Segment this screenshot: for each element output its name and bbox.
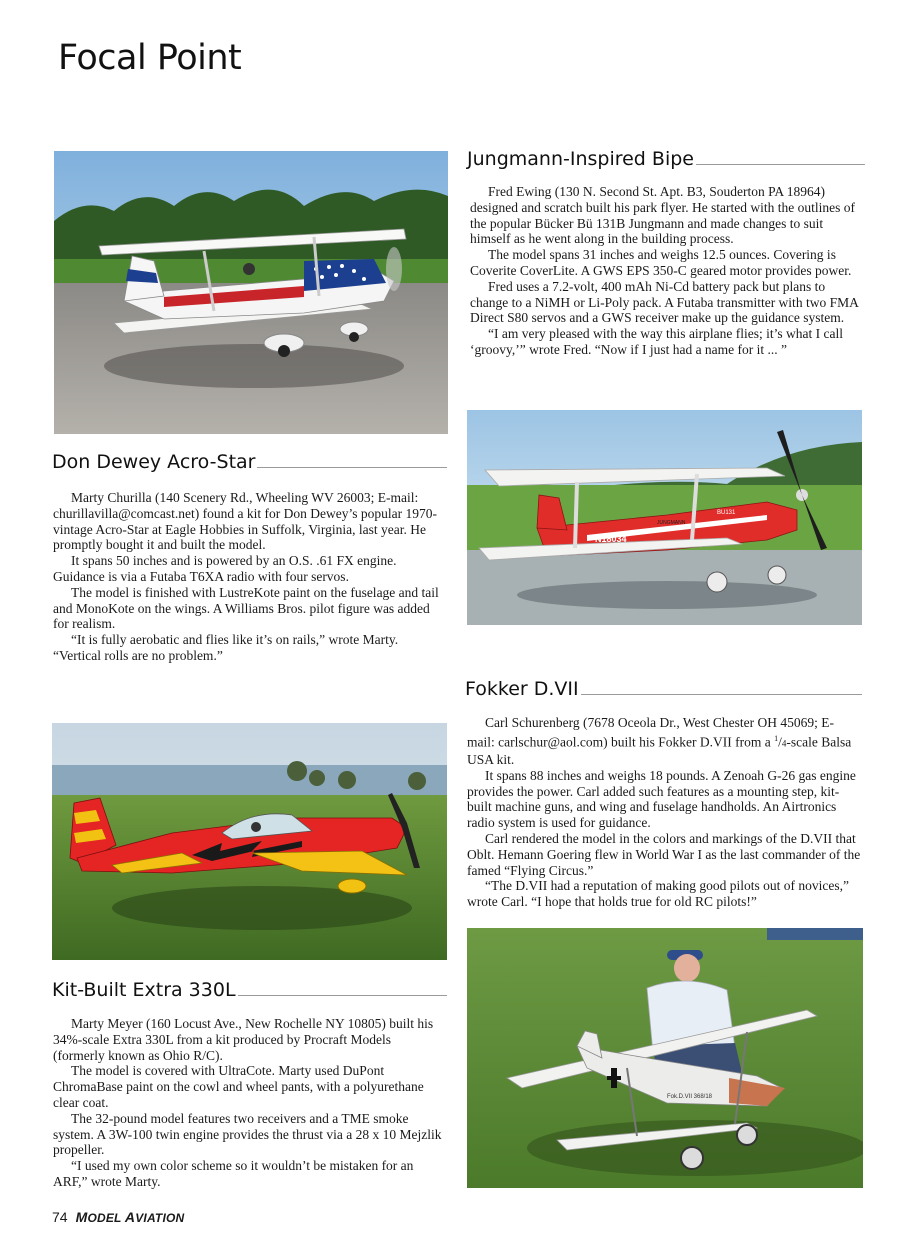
jungmann-name-marking: JUNGMANN <box>657 520 686 526</box>
headline-rule <box>238 995 447 996</box>
fokker-p1-after: -scale Balsa USA kit. <box>467 734 852 768</box>
article-paragraph: The model spans 31 inches and weighs 12.5 ounces. Covering is Coverite CoverLite. A GWS EPS 350-C geared motor provides power. <box>470 247 852 278</box>
article-paragraph: It spans 50 inches and is powered by an O.S. .61 FX engine. Guidance is via a Futaba T6XA radio with four servos. <box>53 553 397 584</box>
fokker-photo <box>467 928 863 1188</box>
article-paragraph: Fred Ewing (130 N. Second St. Apt. B3, Souderton PA 18964) designed and scratch built his park flyer. He started with the outlines of the popular Bücker Bü 131B Jungmann and made changes to suit himself as he went along in the building process. <box>470 184 856 247</box>
fokker-p1-before: Carl Schurenberg (7678 Oceola Dr., West Chester OH 45069; E-mail: carlschur@aol.com) built his Fokker D.VII from a <box>467 715 834 750</box>
article-paragraph: “The D.VII had a reputation of making good pilots out of novices,” wrote Carl. “I hope that holds true for old RC pilots!” <box>467 878 850 910</box>
article-paragraph: Marty Churilla (140 Scenery Rd., Wheeling WV 26003; E-mail: churillavilla@comcast.net) found a kit for Don Dewey’s popular 1970-vintage Acro-Star at Eagle Hobbies in Suffolk, Virginia, last year. He promptly bought it and built the model. <box>53 490 437 553</box>
headline-rule <box>257 467 447 468</box>
jungmann-reg-marking: N18034 <box>595 534 627 544</box>
jungmann-article <box>470 184 862 358</box>
article-paragraph: Marty Meyer (160 Locust Ave., New Rochelle NY 10805) built his 34%-scale Extra 330L from a kit produced by Procraft Models (formerly known as Ohio R/C). <box>53 1016 434 1063</box>
jungmann-headline-text: Jungmann-Inspired Bipe <box>467 148 694 170</box>
magazine-name <box>76 1209 185 1225</box>
fraction-numerator: 1 <box>774 733 779 743</box>
magazine-rest-1: ODEL <box>87 1211 125 1225</box>
article-paragraph: The model is covered with UltraCote. Marty used DuPont ChromaBase paint on the cowl and wheel pants, with a polyurethane clear coat. <box>53 1063 424 1110</box>
page-title: Focal Point <box>58 38 242 78</box>
article-paragraph: The 32-pound model features two receivers and a TME smoke system. A 3W-100 twin engine provides the thrust via a 28 x 10 Mejzlik propeller. <box>53 1110 442 1158</box>
page-number: 74 <box>52 1209 68 1225</box>
extra-article <box>53 1016 445 1190</box>
fraction-denominator: 4 <box>781 738 787 749</box>
acrostar-photo <box>54 151 448 434</box>
article-paragraph: “It is fully aerobatic and flies like it’s on rails,” wrote Marty. “Vertical rolls are no problem.” <box>53 632 399 663</box>
page-footer <box>52 1209 184 1225</box>
headline-rule <box>581 694 862 695</box>
extra-headline <box>52 976 447 1000</box>
jungmann-bu-marking: BU131 <box>717 510 736 516</box>
article-paragraph: “I used my own color scheme so it wouldn’t be mistaken for an ARF,” wrote Marty. <box>53 1158 414 1189</box>
article-paragraph: “I am very pleased with the way this airplane flies; it’s what I call ‘groovy,’” wrote Fred. “Now if I just had a name for it ... ” <box>470 326 844 357</box>
magazine-rest-2: VIATION <box>135 1211 185 1225</box>
jungmann-headline <box>467 145 865 169</box>
article-paragraph: The model is finished with LustreKote paint on the fuselage and tail and MonoKote on the wings. A Williams Bros. pilot figure was added for realism. <box>53 584 439 632</box>
magazine-initial-a: A <box>124 1209 136 1225</box>
article-paragraph: Carl rendered the model in the colors and markings of the D.VII that Oblt. Hemann Goering flew in World War I as the last commander of the famed “Flying Circus.” <box>467 831 861 878</box>
acrostar-article <box>53 490 445 664</box>
article-paragraph: It spans 88 inches and weighs 18 pounds. A Zenoah G-26 gas engine provides the power. Carl added such features as a mounting step, kit-built machine guns, and wing and fuselage handholds. An Airtronics radio system is used for guidance. <box>467 767 856 831</box>
extra-photo <box>52 723 447 960</box>
fokker-article <box>467 715 861 910</box>
fokker-reg-marking: Fok.D.VII 368/18 <box>667 1094 713 1100</box>
article-paragraph: Fred uses a 7.2-volt, 400 mAh Ni-Cd battery pack but plans to change to a NiMH or Li-Poly pack. A Futaba transmitter with two FMA Direct S80 servos and a GWS receiver make up the guidance system. <box>470 278 859 326</box>
jungmann-photo <box>467 410 862 625</box>
acrostar-headline <box>52 448 447 472</box>
magazine-initial-m: M <box>75 1209 88 1225</box>
article-paragraph: Carl Schurenberg (7678 Oceola Dr., West Chester OH 45069; E-mail: carlschur@aol.com) built his Fokker D.VII from a $^1$/4-scale Balsa USA kit. <box>467 715 852 768</box>
extra-headline-text: Kit-Built Extra 330L <box>52 979 236 1001</box>
acrostar-headline-text: Don Dewey Acro-Star <box>52 451 256 473</box>
fokker-headline <box>465 675 862 699</box>
fokker-headline-text: Fokker D.VII <box>465 678 579 700</box>
headline-rule <box>696 164 865 165</box>
